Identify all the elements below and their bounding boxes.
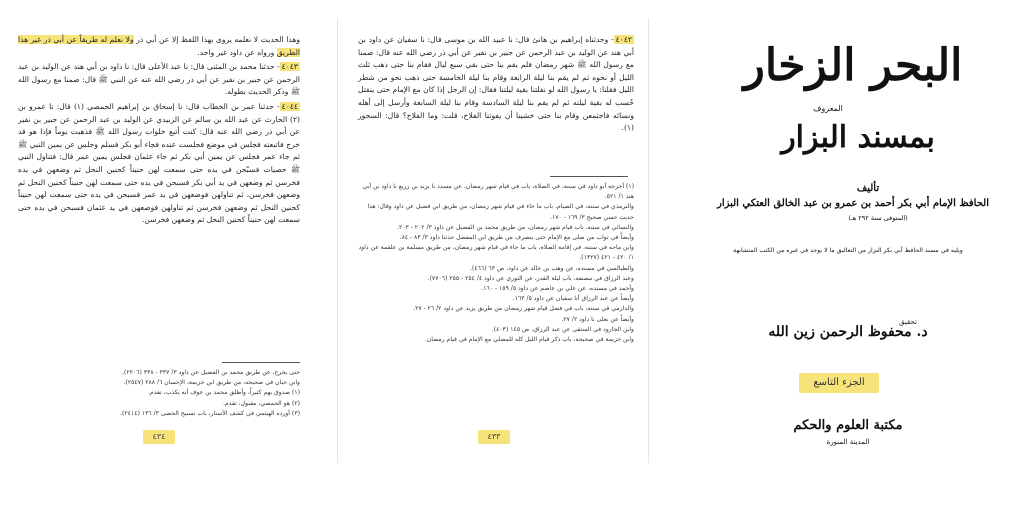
page-433-footnotes bbox=[358, 182, 634, 345]
footnote: وابن ماجه في سننه، في إقامة الصلاة، باب ما جاء في قيام شهر رمضان، من طريق مسلمة بن علقمة عن داود ١/ ٤٢٠ - ٤٢١ (١٣٢٧). bbox=[358, 244, 634, 262]
footnote: وأحمد في مسنده، عن علي بن عاصم عن داود ٥/ ١٥٩ - ١٦٠. bbox=[481, 285, 634, 293]
page-number-434: ٤٣٤ bbox=[143, 430, 175, 444]
book-subtitle: بمسند البزار bbox=[781, 120, 935, 155]
body-paragraph bbox=[18, 61, 300, 99]
footnote: وأيضاً عن عبد الرزاق أنا سفيان عن داود ٥/ ١٦٣. bbox=[512, 295, 634, 303]
footnote: حتى يخرج، عن طريق محمد بن الفضيل عن داود ٣/ ٣٣٧ - ٣٣٨ (٢٢٠٦). bbox=[122, 369, 300, 376]
editor-name: د. محفوظ الرحمن زين الله bbox=[768, 324, 928, 340]
footnote: (١) صدوق يهم كثيراً، وأطلق محمد بن عوف أنه يكذب، تقدم. bbox=[148, 389, 300, 397]
footnote: (٢) هو الحمصي، مقبول، تقدم. bbox=[223, 399, 300, 407]
page-434 bbox=[0, 18, 318, 463]
highlighted-text: ولا نعلم له طريقاً عن أبي ذر غير هذا الطريق bbox=[18, 35, 300, 57]
tahqiq-label: تحقيق bbox=[899, 318, 917, 326]
page-433 bbox=[337, 18, 649, 463]
footnote: وابن الجارود في المنتقى عن عبد الرزاق، ص ١٤٥ (٤٠٣). bbox=[491, 325, 634, 333]
footnote: وأيضاً عن يعلى نا داود ٢/ ٢٧. bbox=[561, 315, 634, 323]
footnote: (١) أخرجه أبو داود في سننه، في الصلاة، باب في قيام شهر رمضان، عن مسدد نا يزيد بن زريع نا داود بن أبي هند ١/ ٥٢١. bbox=[362, 183, 634, 201]
footnote: وابن خزيمة في صحيحه، باب ذكر قيام الليل كله للمصلي مع الإمام في قيام رمضان. bbox=[424, 336, 634, 344]
hadith-number: ٤٠٤٢ bbox=[615, 35, 632, 44]
paragraph-text: - حدثنا محمد بن المثنى قال: نا عبد الأعلى قال: نا داود بن أبي هند عن الوليد بن عبد الرحمن عن جبير بن نفير عن أبي ذر رضي الله عنه عن النبي ﷺ قال: صمنا مع رسول الله ﷺ وذكر الحديث بطوله. bbox=[18, 62, 300, 97]
footnote-separator bbox=[222, 362, 300, 363]
page-434-footnotes bbox=[18, 368, 300, 419]
footnote: وأيضاً في ثواب من صلى مع الإمام حتى ينصرف من طريق ابن المفضل حدثنا داود ٣/ ٨٣ - ٨٤. bbox=[399, 234, 634, 242]
footnote: وابن حبان في صحيحه، من طريق ابن خزيمة، الإحسان ٦/ ٢٨٨ (٢٥٤٧). bbox=[123, 379, 300, 387]
editor-note: ويليه في مسند الحافظ أبي بكر البزار من التعاليق ما لا يوجد في غيره من الكتب المتشابهة bbox=[733, 247, 963, 254]
page-number-433: ٤٣٣ bbox=[478, 430, 510, 444]
publisher-name: مكتبة العلوم والحكم bbox=[793, 418, 903, 433]
footnote-separator bbox=[550, 176, 628, 177]
footnote: والترمذي في سننه، في الصيام، باب ما جاء في قيام شهر رمضان، من طريق ابن فضيل عن داود وقال: هذا حديث حسن صحيح ٣/ ١٦٩ - ١٧٠. bbox=[367, 203, 634, 221]
publisher-city: المدينة المنورة bbox=[826, 438, 870, 446]
body-paragraph bbox=[18, 34, 300, 59]
paragraph-text: - وحدثناه إبراهيم بن هانئ قال: نا عبيد الله بن موسى قال: نا سفيان عن داود بن أبي هند عن الوليد بن عبد الرحمن عن جبير بن نفير عن أبي ذر رضي الله عنه قال: صمنا مع رسول الله ﷺ شهر رمضان فلم يقم بنا حتى بقي سبع ليال فقام بنا حتى ذهب ثلث الليل أو نحوه ثم لم يقم بنا ليلة الرابعة وقام بنا ليلة الخامسة حتى ذهب نحو من شطر الليل فقلنا: يا رسول الله لو نفلتنا بقية ليلتنا فقال: إن الرجل إذا كان مع الإمام حتى ينفتل حُسب له بقية ليلته ثم لم يقم بنا ليلة السادسة وقام بنا ليلة السابعة وأرسل إلى أهله ونسائه فاجتمعن وقام بنا حتى خشينا أن يفوتنا الفلاح، قلت: وما الفلاح؟ قال: السحور (١). bbox=[358, 35, 634, 133]
author-name: الحافظ الإمام أبي بكر أحمد بن عمرو بن عبد الخالق العتكي البزار bbox=[716, 198, 989, 209]
volume-label: الجزء التاسع bbox=[799, 373, 879, 393]
body-paragraph bbox=[358, 34, 634, 135]
authorship-label: تأليف bbox=[856, 183, 880, 194]
hadith-number: ٤٠٤٣ bbox=[281, 62, 298, 72]
footnote: والدارمي في سننه، باب في فضل قيام شهر رمضان من طريق يزيد عن داود ٢/ ٢٦ - ٢٧. bbox=[413, 305, 634, 313]
paragraph-text: وهذا الحديث لا نعلمه يروى بهذا اللفظ إلا عن أبي ذر bbox=[133, 35, 301, 44]
footnote: (٣) أورده الهيثمي في كشف الأستار، باب تسبيح الحصى ٣/ ١٣٦ (٢٤١٤). bbox=[120, 409, 300, 417]
book-cover bbox=[668, 18, 1024, 463]
paragraph-text: ورواه عن داود غير واحد. bbox=[197, 47, 277, 57]
body-paragraph bbox=[18, 101, 300, 227]
paragraph-text: - حدثنا عمر بن الخطاب قال: نا إسحاق بن إبراهيم الحمصي (١) قال: نا عمرو بن (٢) الحارث عن عبد الله بن سالم عن الزبيدي عن الوليد بن عبد الرحمن عن جبير بن نفير عن أبي ذر رضي الله عنه قال: كنت أتبع خلوات رسول الله ﷺ فذهبت يوماً فإذا هو قد خرج فاتبعته فجلس في موضع فجلست عنده فجاء أبو بكر فسلم وجلس عن يمين النبي ﷺ ثم جاء عمر فجلس عن يمين أبي بكر ثم جاء عثمان فجلس يمين عمر قال: فتناول النبي ﷺ حصيات فسبّحن في يده حتى سمعت لهن حنيناً كحنين النحل ثم وضعهن في يده فخرسن ثم وضعهن في يد أبي بكر فسبحن في يده حتى سمعت لهن حنيناً كحنين النحل ثم وضعهن فخرسن، ثم تناولهن فوضعهن في يد عمر فسبحن في يده حتى سمعت لهن حنيناً كحنين النحل ثم وضعهن فخرسن ثم تناولهن فوضعهن في يد عثمان فسبحن في يده حتى سمعت لهن حنيناً كحنين النحل ثم وضعهن فخرسن. bbox=[18, 101, 300, 225]
page-434-body bbox=[18, 34, 300, 229]
hadith-number: ٤٠٤٤ bbox=[281, 101, 298, 111]
known-as-label: المعروف bbox=[813, 104, 843, 113]
author-death-year: (المتوفى سنة ٢٩٢ هـ) bbox=[848, 214, 908, 222]
page-433-body bbox=[358, 34, 634, 137]
footnote: والنسائي في سننه، باب قيام شهر رمضان، من طريق محمد بن الفضيل عن داود ٣/ ٢٠٢ - ٢٠٣. bbox=[397, 223, 634, 231]
book-title: البحر الزخار bbox=[743, 40, 963, 91]
footnote: والطيالسي في مسنده، عن وهب بن خالد عن داود، ص ٦٣ (٤٦٦). bbox=[470, 264, 634, 272]
footnote: وعبد الرزاق في مصنفه، باب ليلة القدر، عن الثوري عن داود ٤/ ٢٥٤ - ٢٥٥ (٧٧٠٦). bbox=[427, 274, 634, 282]
